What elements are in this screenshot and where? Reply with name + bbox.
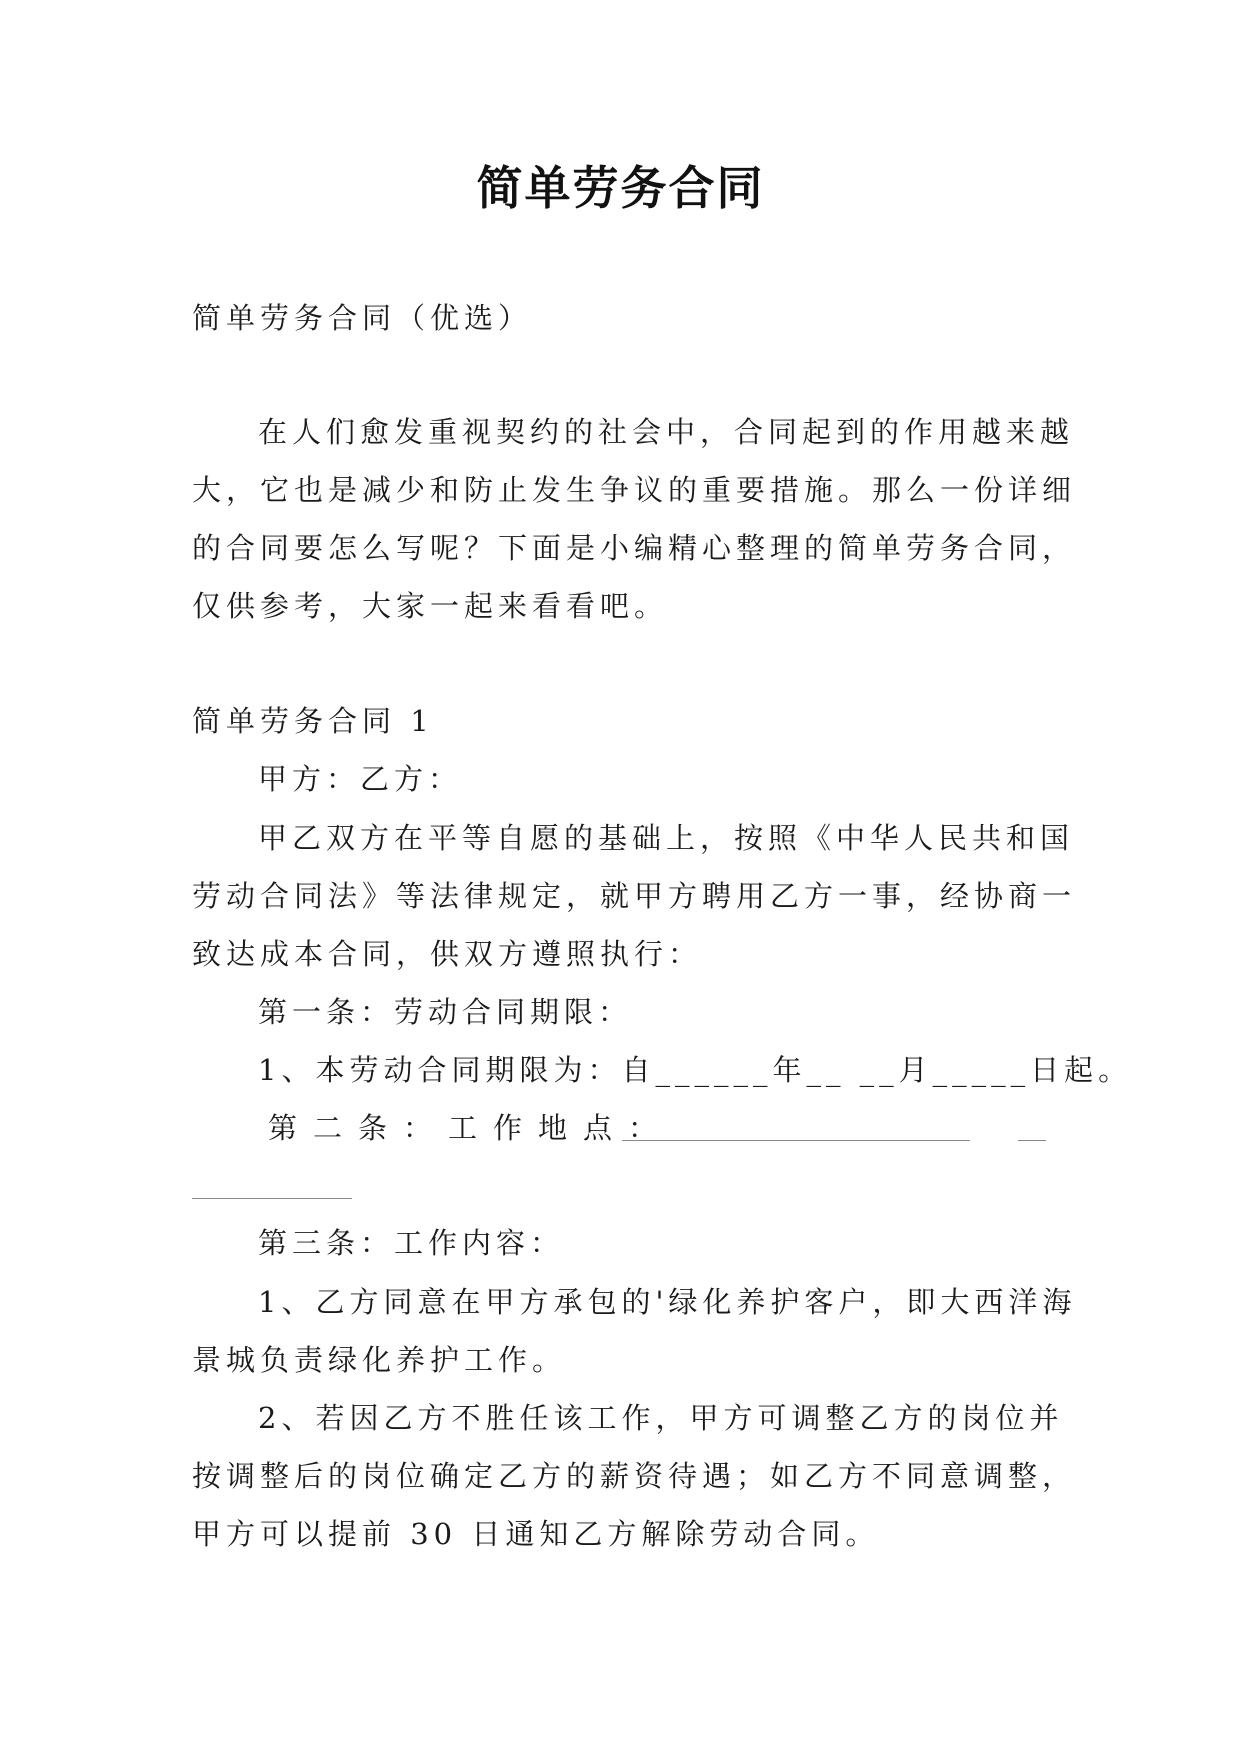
article1-heading: 第一条：劳动合同期限：: [258, 995, 633, 1029]
article1-item1: 1、本劳动合同期限为：自______年__ __月_____日起。: [258, 1053, 1133, 1087]
preamble-line-2: 劳动合同法》等法律规定，就甲方聘用乙方一事，经协商一: [192, 879, 1077, 913]
intro-line-3: 的合同要怎么写呢？下面是小编精心整理的简单劳务合同，: [192, 531, 1077, 565]
intro-line-4: 仅供参考，大家一起来看看吧。: [192, 589, 669, 623]
article3-item1-line-1: 1、乙方同意在甲方承包的'绿化养护客户，即大西洋海: [258, 1285, 1077, 1319]
parties-line: 甲方：乙方：: [258, 762, 463, 796]
article3-item1-line-2: 景城负责绿化养护工作。: [192, 1343, 567, 1377]
document-title: 简单劳务合同: [476, 161, 765, 215]
workplace-blank-line-2: [1018, 1140, 1046, 1141]
article2-line: 第二条：工作地点：: [268, 1111, 674, 1145]
article3-heading: 第三条：工作内容：: [258, 1226, 565, 1260]
article3-item2-line-3: 甲方可以提前 30 日通知乙方解除劳动合同。: [192, 1517, 880, 1551]
preamble-line-3: 致达成本合同，供双方遵照执行：: [192, 937, 703, 971]
section-heading: 简单劳务合同 1: [192, 704, 434, 738]
intro-line-2: 大，它也是减少和防止发生争议的重要措施。那么一份详细: [192, 473, 1077, 507]
workplace-blank-line-3: [192, 1198, 352, 1199]
article3-item2-line-1: 2、若因乙方不胜任该工作，甲方可调整乙方的岗位并: [258, 1401, 1064, 1435]
intro-line-1: 在人们愈发重视契约的社会中，合同起到的作用越来越: [258, 415, 1075, 449]
preamble-line-1: 甲乙双方在平等自愿的基础上，按照《中华人民共和国: [258, 821, 1075, 855]
workplace-blank-line-1: [622, 1140, 970, 1141]
document-subtitle: 简单劳务合同（优选）: [192, 301, 533, 335]
article3-item2-line-2: 按调整后的岗位确定乙方的薪资待遇；如乙方不同意调整，: [192, 1459, 1077, 1493]
